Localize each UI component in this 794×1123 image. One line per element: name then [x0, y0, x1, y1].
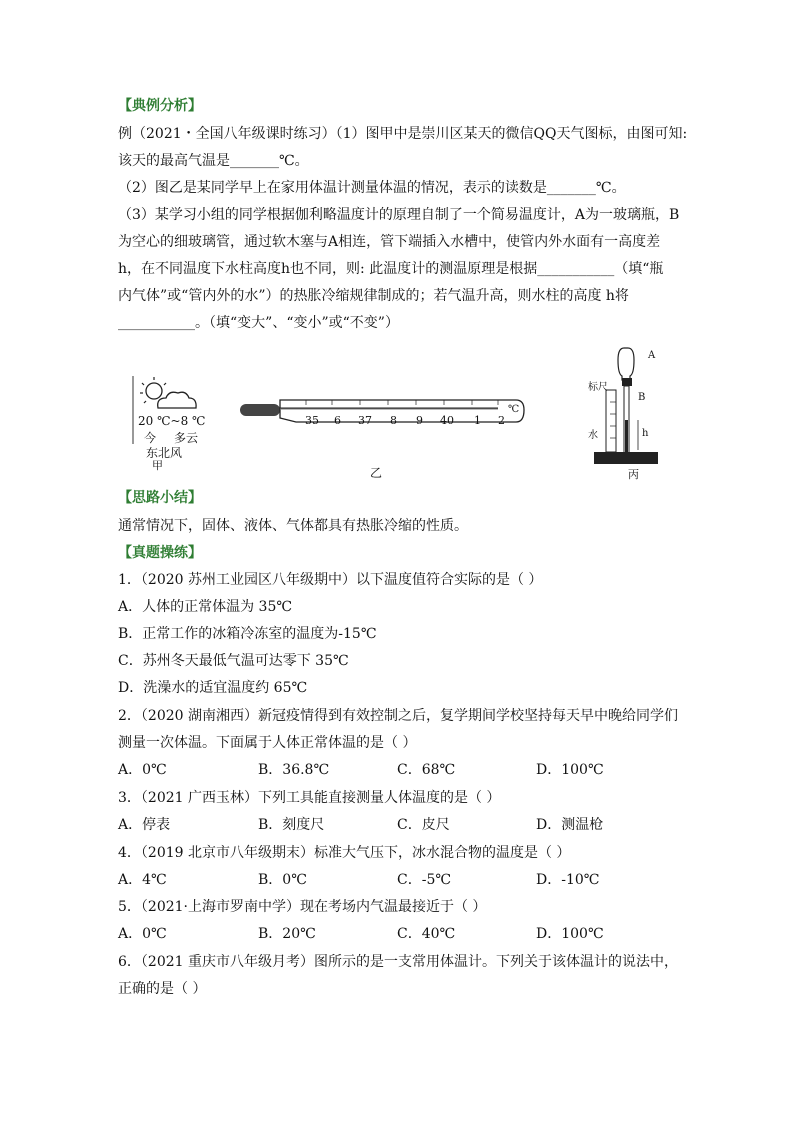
summary-text: 通常情况下，固体、液体、气体都具有热胀冷缩的性质。	[118, 518, 468, 534]
q2-option-b: B．36.8℃	[258, 762, 330, 778]
thermo-tick-9: 9	[416, 414, 423, 427]
q3-option-b: B．刻度尺	[258, 817, 325, 833]
galileo-label-b: B	[638, 392, 646, 403]
q6-stem-line1: 6．（2021 重庆市八年级月考）图所示的是一支常用体温计。下列关于该体温计的说法中，	[118, 954, 678, 970]
q3-stem: 3．（2021 广西玉林）下列工具能直接测量人体温度的是（ ）	[118, 790, 501, 806]
q3-option-a: A．停表	[118, 817, 171, 833]
analysis-header: 【典例分析】	[118, 98, 202, 114]
thermo-tick-37: 37	[358, 414, 372, 427]
q1-option-b: B．正常工作的冰箱冷冻室的温度为-15℃	[118, 626, 377, 642]
q6-stem-line2: 正确的是（ ）	[118, 981, 207, 997]
weather-condition: 多云	[174, 431, 199, 445]
thermo-tick-1: 1	[474, 414, 481, 427]
q5-stem: 5．（2021·上海市罗南中学）现在考场内气温最接近于（ ）	[118, 899, 487, 915]
thermo-tick-6: 6	[334, 414, 341, 427]
figure-yi-caption: 乙	[370, 466, 383, 480]
thermometer-ticks	[236, 396, 526, 436]
q5-option-d: D．100℃	[536, 926, 604, 942]
figure-bing-galileo-thermometer	[586, 340, 666, 482]
q2-option-c: C．68℃	[397, 762, 456, 778]
analysis-line-6: h，在不同温度下水柱高度h也不同，则: 此温度计的测温原理是根据___________（填“瓶	[118, 261, 664, 277]
galileo-label-h: h	[642, 428, 649, 439]
weather-today: 今	[144, 431, 157, 445]
weather-wind: 东北风	[146, 446, 183, 460]
q1-stem: 1．（2020 苏州工业园区八年级期中）以下温度值符合实际的是（ ）	[118, 572, 543, 588]
q2-stem-line2: 测量一次体温。下面属于人体正常体温的是（ ）	[118, 735, 417, 751]
thermo-tick-35: 35	[305, 414, 319, 427]
galileo-ruler-label: 标尺	[588, 382, 608, 393]
q5-option-c: C．40℃	[397, 926, 456, 942]
q2-option-d: D．100℃	[536, 762, 604, 778]
q4-option-d: D．-10℃	[536, 872, 600, 888]
thermo-tick-2: 2	[498, 414, 505, 427]
analysis-line-1: 例（2021・全国八年级课时练习）（1）图甲中是崇川区某天的微信QQ天气图标，由图可知:	[118, 126, 688, 142]
q4-option-b: B．0℃	[258, 872, 307, 888]
q4-option-c: C．-5℃	[397, 872, 452, 888]
q4-option-a: A．4℃	[118, 872, 167, 888]
galileo-water-label: 水	[588, 430, 598, 441]
galileo-label-a: A	[648, 350, 656, 361]
analysis-line-8: ___________。（填“变大”、“变小”或“不变”）	[118, 315, 399, 331]
q2-stem-line1: 2．（2020 湖南湘西）新冠疫情得到有效控制之后，复学期间学校坚持每天早中晚给同学们	[118, 708, 678, 724]
analysis-line-4: （3）某学习小组的同学根据伽利略温度计的原理自制了一个简易温度计，A为一玻璃瓶，B	[118, 207, 680, 223]
q1-option-a: A．人体的正常体温为 35℃	[118, 599, 293, 615]
q3-option-d: D．测温枪	[536, 817, 604, 833]
q4-stem: 4．（2019 北京市八年级期末）标准大气压下，冰水混合物的温度是（ ）	[118, 845, 571, 861]
practice-header: 【真题操练】	[118, 545, 202, 561]
q3-option-c: C．皮尺	[397, 817, 450, 833]
q1-option-d: D．洗澡水的适宜温度约 65℃	[118, 680, 308, 696]
thermo-tick-8: 8	[390, 414, 397, 427]
figure-bing-caption: 丙	[628, 468, 639, 481]
q2-option-a: A．0℃	[118, 762, 167, 778]
summary-header: 【思路小结】	[118, 490, 202, 506]
figure-jia-caption: 甲	[152, 459, 163, 472]
q5-option-b: B．20℃	[258, 926, 316, 942]
analysis-line-3: （2）图乙是某同学早上在家用体温计测量体温的情况，表示的读数是_______℃。	[118, 180, 626, 196]
figure-jia-weather	[130, 374, 220, 472]
thermo-unit: ℃	[508, 404, 520, 415]
q5-option-a: A．0℃	[118, 926, 167, 942]
galileo-apparatus	[586, 340, 666, 482]
analysis-line-5: 为空心的细玻璃管，通过软木塞与A相连，管下端插入水槽中，使管内外水面有一高度差	[118, 234, 661, 250]
thermo-tick-40: 40	[440, 414, 454, 427]
analysis-line-2: 该天的最高气温是_______℃。	[118, 153, 309, 169]
analysis-line-7: 内气体”或“管内外的水”）的热胀冷缩规律制成的；若气温升高，则水柱的高度 h将	[118, 288, 629, 304]
q1-option-c: C．苏州冬天最低气温可达零下 35℃	[118, 653, 349, 669]
figure-yi-thermometer	[236, 396, 526, 482]
weather-temp: 20 ℃~8 ℃	[138, 414, 206, 428]
